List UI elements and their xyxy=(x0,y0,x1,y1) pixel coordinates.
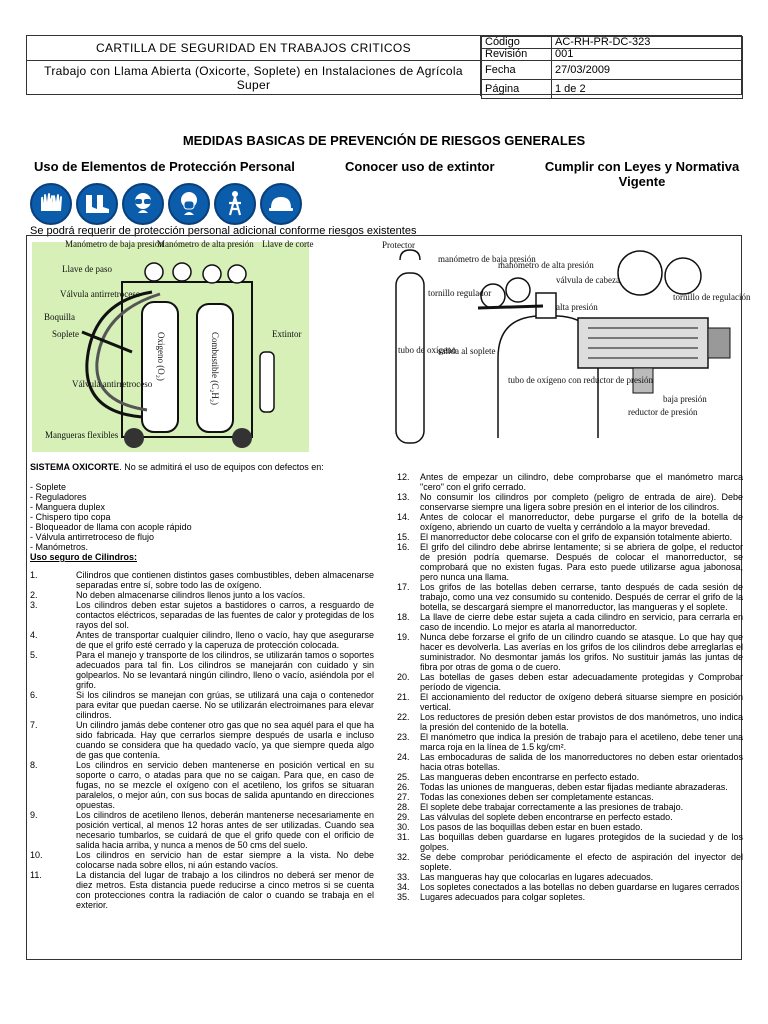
reductor-gauge-2 xyxy=(665,258,701,294)
list-item: 12. Antes de empezar un cilindro, debe comprobarse que el manómetro marca "cero" con el grifo cerrado. xyxy=(397,472,743,492)
cilindros-list xyxy=(30,570,374,910)
header-title: CARTILLA DE SEGURIDAD EN TRABAJOS CRITICOS xyxy=(27,36,480,61)
list-item: 8. Los cilindros en servicio deben mantenerse en posición vertical en su soporte o carro, o atadas para que no se caigan. Para que, en caso de fugas, no se mezcle el oxígeno con el acetileno, los grifos se situaran paralelos, o mejor aún, con sus bocas de salida apuntando en direcciones opuestas. xyxy=(30,760,374,810)
list-item: 30. Los pasos de las boquillas deben estar en buen estado. xyxy=(397,822,643,832)
helmet-icon xyxy=(260,183,302,225)
ppe-icons xyxy=(30,183,302,227)
oxicorte-cart-diagram xyxy=(32,239,314,452)
list-item: 1. Cilindros que contienen distintos gases combustibles, deben almacenarse separadas entre sí, sobre todo las de oxígeno. xyxy=(30,570,374,590)
list-item: 3. Los cilindros deben estar sujetos a bastidores o carros, a resguardo de contactos eléctricos, separadas de las fuentes de calor y protegidas de los rayos del sol. xyxy=(30,600,374,630)
defect-item: - Manguera duplex xyxy=(30,502,106,512)
list-item: 27. Todas las conexiones deben ser completamente estancas. xyxy=(397,792,654,802)
label-man-alta: Manómetro de alta presión xyxy=(157,239,254,249)
defect-item: - Soplete xyxy=(30,482,67,492)
label-valvula-2: Válvula antirretroceso xyxy=(72,379,153,389)
list-item: 29. Las válvulas del soplete deben encontrarse en perfecto estado. xyxy=(397,812,673,822)
label-alta-presion: alta presión xyxy=(556,302,598,312)
list-item: 26. Todas las uniones de mangueras, deben estar fijadas mediante abrazaderas. xyxy=(397,782,728,792)
list-item: 28. El soplete debe trabajar correctamente a las presiones de trabajo. xyxy=(397,802,684,812)
label-salida: salida al soplete xyxy=(438,346,496,356)
reductor-body xyxy=(578,318,708,368)
code-value: AC-RH-PR-DC-323 xyxy=(552,37,743,49)
label-llave-corte: Llave de corte xyxy=(262,239,314,249)
list-item: 18. La llave de cierre debe estar sujeta a cada cilindro en servicio, para cerrarla en caso de incendio. Lo mejor es atarla al manorreductor. xyxy=(397,612,743,632)
combustible-label: Combustible (C₂H₂) xyxy=(210,332,220,406)
list-item: 5. Para el manejo y transporte de los cilindros, se utilizarán tamos o soportes adecuados para tal fin. Los cilindros se manejarán con cuidado y sin golpearlos. No se levantará ningún cilindro, lleno o vacío, asiéndola por el grifo. xyxy=(30,650,374,690)
gauge-4 xyxy=(228,265,246,283)
defect-item: - Manómetros. xyxy=(30,542,89,552)
list-item: 33. Las mangueras hay que colocarlas en lugares adecuados. xyxy=(397,872,654,882)
list-item: 21. El accionamiento del reductor de oxígeno deberá situarse siempre en posición vertical. xyxy=(397,692,743,712)
thin-oxygen-tube xyxy=(396,273,424,443)
regulator-bar xyxy=(478,306,543,308)
sistema-paragraph xyxy=(30,462,374,472)
column-ppe: Uso de Elementos de Protección Personal xyxy=(34,159,295,174)
regulator-svg xyxy=(378,238,751,448)
label-reductor: reductor de presión xyxy=(628,407,698,417)
main-title: MEDIDAS BASICAS DE PREVENCIÓN DE RIESGOS GENERALES xyxy=(182,133,586,148)
label-llave-paso: Llave de paso xyxy=(62,264,112,274)
oxicorte-cart-svg xyxy=(32,239,314,452)
defect-item: - Reguladores xyxy=(30,492,87,502)
revision-value: 001 xyxy=(552,49,743,61)
wheel-left xyxy=(124,428,144,448)
list-item: 25. Las mangueras deben encontrarse en perfecto estado. xyxy=(397,772,640,782)
label-baja-presion: baja presión xyxy=(663,394,707,404)
list-item: 17. Los grifos de las botellas deben cerrarse, tanto después de cada sesión de trabajo, como una vez consumido su contenido. Después de cerrar el grifo de la botella, se descargará siempre el manorreductor, las mangueras y el soplete. xyxy=(397,582,743,612)
gauge-3 xyxy=(203,265,221,283)
defect-item: - Válvula antirretroceso de flujo xyxy=(30,532,155,542)
header-title-block xyxy=(27,36,481,96)
right-column xyxy=(397,472,743,902)
label-man-baja-2: manómetro de baja presión xyxy=(438,254,536,264)
extinguisher xyxy=(260,352,274,412)
label-tornillo: tornillo regulador xyxy=(428,288,492,298)
date-value: 27/03/2009 xyxy=(552,61,743,80)
adjust-screw xyxy=(708,328,730,358)
wheel-right xyxy=(232,428,252,448)
regulator-diagram xyxy=(378,238,751,448)
list-item: 13. No consumir los cilindros por completo (peligro de entrada de aire). Debe conservarse siempre una ligera sobre presión en el interior de los cilindros. xyxy=(397,492,743,512)
label-tornillo-regulacion: tornillo de regulación xyxy=(673,292,751,302)
label-extintor: Extintor xyxy=(272,329,302,339)
label-valvula-1: Válvula antirretroceso xyxy=(60,289,141,299)
boots-icon xyxy=(76,183,118,225)
protector-cap xyxy=(400,250,420,260)
code-key: Código xyxy=(482,37,552,49)
list-item: 32. Se debe comprobar periódicamente el efecto de aspiración del inyector del soplete. xyxy=(397,852,743,872)
oxigeno-label: Oxigeno (O₂) xyxy=(156,332,166,381)
respirator-icon xyxy=(168,183,210,225)
harness-icon xyxy=(214,183,256,225)
list-item: 24. Las embocaduras de salida de los manorreductores no deben estar orientados hacia otras botellas. xyxy=(397,752,743,772)
page-key: Página xyxy=(482,80,552,99)
column-laws: Cumplir con Leyes y Normativa Vigente xyxy=(544,159,740,189)
label-protector: Protector xyxy=(382,240,415,250)
sistema-head: SISTEMA OXICORTE xyxy=(30,462,120,472)
list-item: 15. El manorreductor debe colocarse con el grifo de expansión totalmente abierto. xyxy=(397,532,733,542)
date-key: Fecha xyxy=(482,61,552,80)
defect-item: - Chispero tipo copa xyxy=(30,512,111,522)
list-item: 23. El manómetro que indica la presión de trabajo para el acetileno, debe tener una marca roja en la línea de 1.5 kg/cm². xyxy=(397,732,743,752)
label-valvula-cabeza: válvula de cabeza xyxy=(556,275,620,285)
label-man-alta-2: manómetro de alta presión xyxy=(498,260,594,270)
list-item: 4. Antes de transportar cualquier cilindro, lleno o vacío, hay que asegurarse de que el grifo esté cerrado y la caperuza de protección colocada. xyxy=(30,630,374,650)
list-item: 34. Los sopletes conectados a las botellas no deben guardarse en lugares cerrados xyxy=(397,882,740,892)
list-item: 10. Los cilindros en servicio han de estar siempre a la vista. No debe colocarse nada sobre ellos, ni aún estando vacíos. xyxy=(30,850,374,870)
label-mangueras: Mangueras flexibles xyxy=(45,430,119,440)
left-column xyxy=(30,462,374,910)
list-item: 11. La distancia del lugar de trabajo a los cilindros no deberá ser menor de diez metros. Esta distancia puede reducirse a cinco metros si se cuenta con protecciones contra la radiación de calor o cuando se trabaja en el exterior. xyxy=(30,870,374,910)
ppe-note: Se podrá requerir de protección personal adicional conforme riesgos existentes xyxy=(30,225,417,237)
revision-key: Revisión xyxy=(482,49,552,61)
low-pressure-gauge xyxy=(145,263,163,281)
label-tubo-reductor: tubo de oxígeno con reductor de presión xyxy=(508,375,653,385)
high-gauge xyxy=(506,278,530,302)
list-item: 19. Nunca debe forzarse el grifo de un cilindro cuando se atasque. Lo que hay que hacer es devolverla. Las averías en los grifos de los cilindros debe arreglarlas el suministrador. No desmontar jamás los grifos. No sustituir jamás las juntas de fibra por otras de goma o de cuero. xyxy=(397,632,743,672)
goggles-icon xyxy=(122,183,164,225)
list-item: 35. Lugares adecuados para colgar sopletes. xyxy=(397,892,586,902)
gloves-icon xyxy=(30,183,72,225)
defect-item: - Bloqueador de llama con acople rápido xyxy=(30,522,192,532)
page-value: 1 de 2 xyxy=(552,80,743,99)
sistema-text: . No se admitirá el uso de equipos con defectos en: xyxy=(119,462,324,472)
list-item: 16. El grifo del cilindro debe abrirse lentamente; si se abriera de golpe, el reductor de presión podría quemarse. Después de colocar el manorreductor, se comprobará que no existen fugas. Para esto puede utilizarse agua jabonosa, pero nunca una llama. xyxy=(397,542,743,582)
list-item: 2. No deben almacenarse cilindros llenos junto a los vacíos. xyxy=(30,590,306,600)
list-item: 31. Las boquillas deben guardarse en lugares protegidos de la suciedad y de los golpes. xyxy=(397,832,743,852)
list-item: 6. Si los cilindros se manejan con grúas, se utilizará una caja o contenedor para evitar que puedan caerse. No se utilizarán electroimanes para elevar cilindros. xyxy=(30,690,374,720)
label-soplete: Soplete xyxy=(52,329,79,339)
label-man-baja: Manómetro de baja presión xyxy=(65,239,164,249)
column-extinguisher: Conocer uso de extintor xyxy=(345,159,495,174)
cilindros-heading: Uso seguro de Cilindros: xyxy=(30,552,138,562)
label-boquilla: Boquilla xyxy=(44,312,75,322)
header-info-table xyxy=(481,36,743,99)
reductor-gauge-1 xyxy=(618,251,662,295)
list-item: 9. Los cilindros de acetileno llenos, deberán mantenerse necesariamente en posición vertical, al menos 12 horas antes de ser utilizadas. Cuando sea necesario tumbarlos, se cuidará de que el grifo quede con el orificio de salida hacia arriba, y nunca a menos de 50 cms del suelo. xyxy=(30,810,374,850)
header-subtitle: Trabajo con Llama Abierta (Oxicorte, Soplete) en Instalaciones de Agrícola Super xyxy=(44,64,463,92)
document-header xyxy=(26,35,742,95)
list-item: 14. Antes de colocar el manorreductor, debe purgarse el grifo de la botella de oxígeno, abriendo un cuarto de vuelta y cerrándolo a la mayor brevedad. xyxy=(397,512,743,532)
label-tubo: tubo de oxígeno xyxy=(398,345,456,355)
list-item: 22. Los reductores de presión deben estar provistos de dos manómetros, uno indica la presión del contenido de la botella. xyxy=(397,712,743,732)
rules-list xyxy=(397,472,743,902)
list-item: 7. Un cilindro jamás debe contener otro gas que no sea aquél para el que ha sido fabricada. Hay que cerrarlos siempre después de usarla e incluso cuando se considera que ha quedado vacío, ya que siempre queda algo de gas que contenía. xyxy=(30,720,374,760)
high-pressure-gauge xyxy=(173,263,191,281)
defects-list xyxy=(30,482,374,552)
list-item: 20. Las botellas de gases deben estar adecuadamente protegidas y Comprobar período de vigencia. xyxy=(397,672,743,692)
